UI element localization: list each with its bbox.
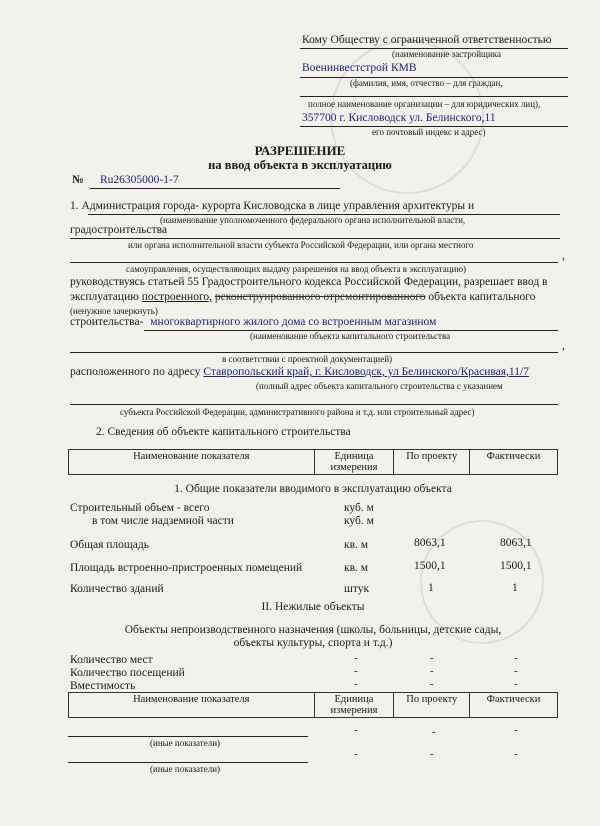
row-unit: куб. м [344,502,374,514]
dash-unit: - [354,748,358,760]
address-hint: (полный адрес объекта капитального строительства с указанием [256,381,503,391]
recipient-line: Кому Обществу с ограниченной ответственностью [302,34,552,46]
row-plan: 1 [428,582,434,594]
issuer-line-2: градостроительства [70,224,168,236]
text-fragment: расположенного по адресу [70,366,201,378]
row-name: Количество мест [70,654,153,666]
row-fact: - [514,678,518,690]
row-plan: - [430,665,434,677]
row-unit: штук [344,583,370,595]
document-subtitle: на ввод объекта в эксплуатацию [208,158,392,172]
permission-text: руководствуясь статьей 55 Градостроительного кодекса Российской Федерации, разрешает ввод в [70,276,548,288]
strike-hint: (ненужное зачеркнуть) [70,306,158,316]
row-plan: - [430,678,434,690]
dash-plan: - [430,748,434,760]
struck-options: реконструированного отремонтированного [214,291,426,303]
address-hint-2: субъекта Российской Федерации, административного района и т.д. или строительный адрес) [120,407,475,417]
row-fact: 8063,1 [500,537,532,549]
row-unit: куб. м [344,515,374,527]
col-header-unit: Единица измерения [314,693,394,718]
row-unit: - [354,665,358,677]
section-ii-subtitle: Объекты непроизводственного назначения (школы, больницы, детские сады, [124,624,502,636]
object-hint-2: в соответствии с проектной документацией) [222,354,393,364]
rule [68,736,308,737]
col-header-fact: Фактически [470,693,558,718]
row-plan: 8063,1 [414,537,446,549]
number-label: № [72,174,84,186]
permission-text-2 [70,291,535,303]
organization-hint-2: полное наименование организации – для юридических лиц), [308,99,541,109]
section-ii-subtitle-2: объекты культуры, спорта и т.д.) [233,637,393,649]
comma: , [562,340,565,352]
row-fact: - [514,665,518,677]
permit-number: Ru26305000-1-7 [100,174,179,186]
row-unit: - [354,652,358,664]
row-name: Вместимость [70,680,136,692]
row-unit: - [354,678,358,690]
dash-fact: - [514,724,518,736]
built-option: построенного, [141,291,213,303]
issuer-hint-3: самоуправления, осуществляющих выдачу разрешения на ввод объекта в эксплуатацию) [126,264,467,274]
document-title: РАЗРЕШЕНИЕ [254,143,346,158]
row-unit: кв. м [344,562,369,574]
object-line [70,316,436,328]
row-name: в том числе надземной части [92,515,234,527]
row-name: Строительный объем - всего [70,502,210,514]
dash-plan: - [432,726,436,738]
col-header-plan: По проекту [394,450,470,475]
text-fragment: эксплуатацию [70,291,139,303]
organization-address: 357700 г. Кисловодск ул. Белинского,11 [302,112,496,124]
row-fact: - [514,652,518,664]
row-plan: 1500,1 [414,560,446,572]
organization-hint: (фамилия, имя, отчество – для граждан, [350,78,503,88]
rule [90,188,340,189]
comma: , [562,250,565,262]
col-header-name: Наименование показателя [69,693,315,718]
table-section-title: 1. Общие показатели вводимого в эксплуатацию объекта [174,483,452,495]
indicators-table-header [68,449,558,475]
row-name: Площадь встроенно-пристроенных помещений [70,562,303,574]
address-line [70,366,529,378]
issuer-hint-2: или органа исполнительной власти субъекта Российской Федерации, или органа местного [128,240,474,250]
organization-name: Военинвестстрой КМВ [302,62,417,74]
object-name: многоквартирного жилого дома со встроенным магазином [150,316,437,328]
rule [70,404,558,405]
row-fact: 1 [512,582,518,594]
text-fragment: объекта капитального [428,291,536,303]
rule [300,96,568,97]
rule [70,238,560,239]
rule [70,262,558,263]
issuer-line: 1. Администрация города- курорта Кисловодска в лице управления архитектуры и [70,200,475,212]
other-indicators-table-header [68,692,558,718]
other-indicators-label: (иные показатели) [150,738,221,748]
row-name: Общая площадь [70,539,149,551]
object-hint: (наименование объекта капитального строительства [250,331,451,341]
text-fragment: строительства- [70,316,144,328]
col-header-plan: По проекту [394,693,470,718]
row-name: Количество зданий [70,583,164,595]
other-indicators-label-2: (иные показатели) [150,764,221,774]
section-ii-title: II. Нежилые объекты [261,601,365,613]
dash-unit: - [354,724,358,736]
col-header-unit: Единица измерения [314,450,394,475]
row-name: Количество посещений [70,667,185,679]
row-plan: - [430,652,434,664]
issuer-hint: (наименование уполномоченного федерального органа исполнительной власти, [160,215,466,225]
col-header-name: Наименование показателя [69,450,315,475]
dash-fact: - [514,748,518,760]
col-header-fact: Фактически [470,450,558,475]
rule [70,352,558,353]
rule [68,762,308,763]
address-hint: его почтовый индекс и адрес) [372,127,486,137]
section-2-heading: 2. Сведения об объекте капитального строительства [96,426,351,438]
row-unit: кв. м [344,539,369,551]
object-address: Ставропольский край, г. Кисловодск, ул Белинского/Красивая,11/7 [203,366,529,378]
recipient-hint: (наименование застройщика [392,49,502,59]
row-fact: 1500,1 [500,560,532,572]
